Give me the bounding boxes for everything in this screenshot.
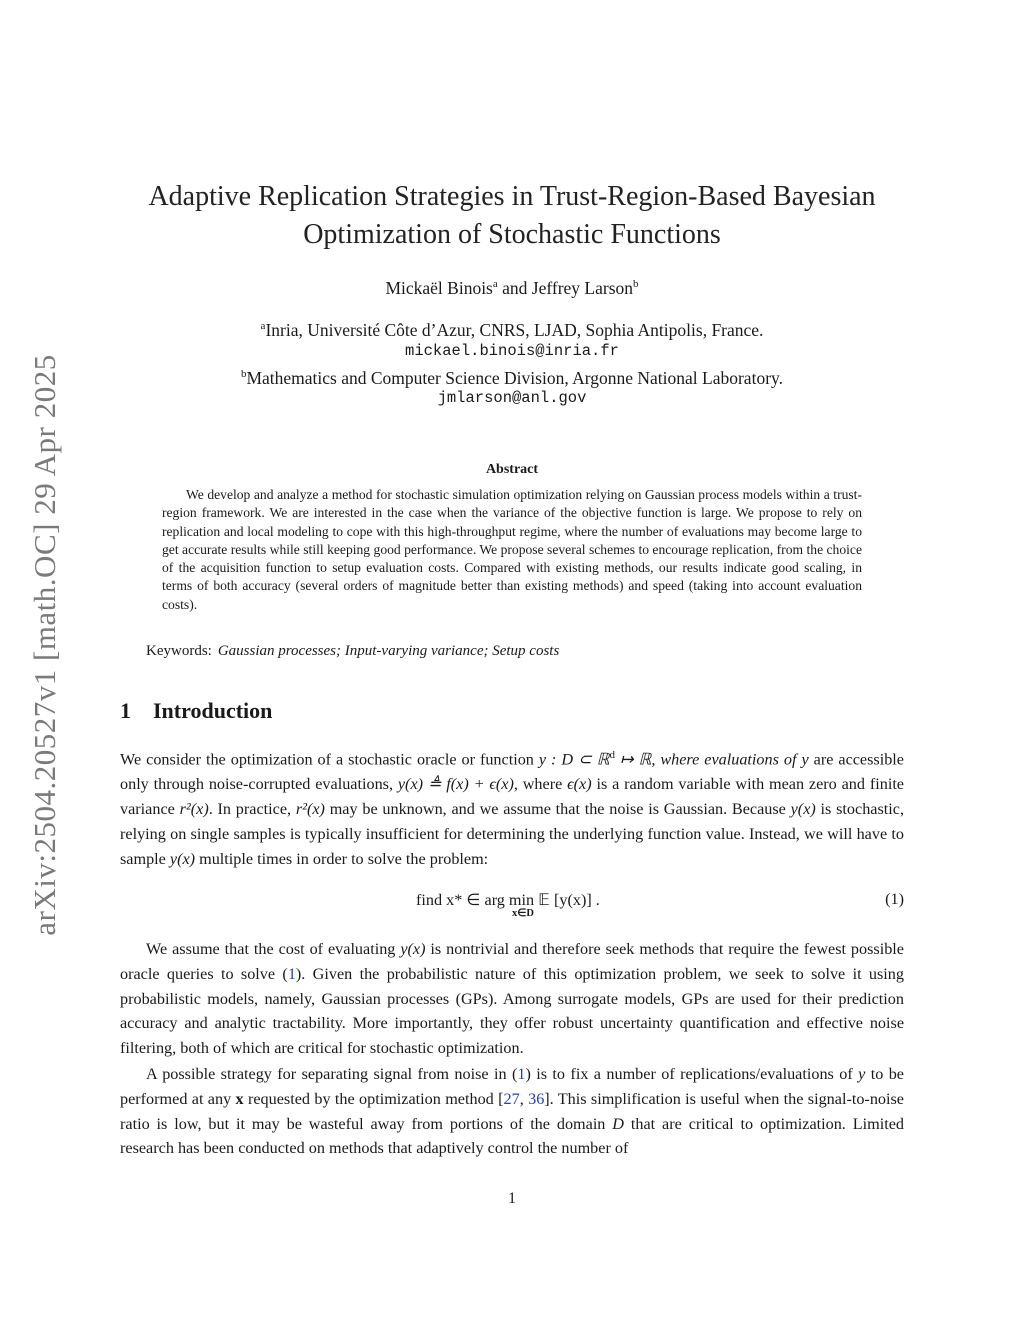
text-run: . In practice, (208, 799, 296, 818)
affiliation-b-text: Mathematics and Computer Science Division, Argonne National Laboratory. (246, 367, 784, 388)
keywords-value: Gaussian processes; Input-varying variance; Setup costs (217, 643, 560, 659)
arxiv-stamp-text: arXiv:2504.20527v1 [math.OC] 29 Apr 2025 (27, 354, 62, 936)
affiliation-b (120, 362, 904, 390)
equation-1 (120, 888, 904, 920)
text-run: , (519, 1089, 529, 1108)
math: ϵ(x) (567, 775, 592, 794)
math: y (858, 1065, 866, 1083)
page-number: 1 (508, 1190, 516, 1207)
author-1-mark: a (492, 278, 498, 290)
equation-ref-link[interactable]: 1 (517, 1065, 526, 1083)
equation-subscript: x∈D (512, 908, 534, 919)
text-run: may be unknown, and we assume that the noise is Gaussian. Because (324, 799, 791, 818)
math: r²(x) (179, 799, 209, 818)
affiliation-a-mark: a (260, 320, 266, 332)
text-run: requested by the optimization method [ (243, 1089, 504, 1108)
intro-paragraph-2 (120, 937, 904, 1061)
email-a[interactable]: mickael.binois@inria.fr (405, 342, 619, 360)
text-run: is nontrivial and therefore seek methods that require the fewest possible oracle queries to solve ( (120, 940, 904, 983)
text-run: that are critical to optimization. Limited research has been conducted on methods that adaptively control the number of (120, 1114, 904, 1158)
text-run: to be performed at any (120, 1065, 904, 1108)
math: y(x) (790, 799, 816, 818)
author-line (120, 272, 904, 300)
paper-title (120, 178, 904, 254)
keywords (146, 643, 559, 660)
affiliation-a-text: Inria, Université Côte d’Azur, CNRS, LJAD, Sophia Antipolis, France. (265, 319, 764, 340)
intro-paragraph-1 (120, 743, 904, 871)
text-run: , where (513, 775, 568, 794)
section-title: Introduction (153, 698, 273, 723)
text-run: is stochastic, relying on single samples is typically insufficient for determining the underlying function value. Instead, we will have to sample (120, 799, 904, 868)
text-run: multiple times in order to solve the problem: (195, 849, 489, 868)
citation-link[interactable]: 36 (528, 1089, 545, 1108)
math: D (612, 1114, 624, 1133)
equation-number: (1) (885, 890, 904, 908)
arxiv-stamp (22, 330, 68, 960)
math: y(x) ≜ f(x) + ϵ(x) (397, 775, 514, 794)
math: r²(x) (295, 799, 325, 818)
math: ↦ ℝ, where evaluations of (614, 750, 802, 769)
affiliation-a (120, 314, 904, 342)
text-run: are accessible only through noise-corrupted evaluations, (120, 750, 904, 794)
author-2-mark: b (633, 278, 639, 290)
math-sup: d (609, 749, 615, 761)
author-2: Jeffrey Larson (531, 277, 634, 298)
email-b[interactable]: jmlarson@anl.gov (437, 389, 587, 407)
math: y(x) (400, 940, 426, 958)
text-run: is a random variable with mean zero and finite variance (120, 775, 904, 818)
equation-ref-link[interactable]: 1 (287, 964, 296, 983)
math: y (801, 750, 809, 769)
keywords-label: Keywords: (146, 643, 212, 659)
math: y : D ⊂ ℝ (538, 750, 610, 769)
section-number: 1 (120, 698, 131, 723)
abstract-heading: Abstract (485, 462, 539, 477)
text-run: A possible strategy for separating signal from noise in ( (146, 1065, 518, 1083)
title-line-1: Adaptive Replication Strategies in Trust-Region-Based Bayesian (148, 181, 876, 212)
author-1: Mickaël Binois (385, 277, 493, 298)
text-run: ]. This simplification is useful when the signal-to-noise ratio is low, but it may be wasteful away from portions of the domain (120, 1089, 904, 1133)
abstract-text: We develop and analyze a method for stochastic simulation optimization relying on Gaussian process models within a trust-region framework. We are interested in the case when the variance of the objective function is large. We propose to rely on replication and local modeling to cope with this high-throughput regime, where the number of evaluations may become large to get accurate results while still keeping good performance. We propose several schemes to encourage replication, from the choice of the acquisition function to setup evaluation costs. Compared with existing methods, our results indicate good scaling, in terms of both accuracy (several orders of magnitude better than existing methods) and speed (taking into account evaluation costs). (162, 487, 862, 612)
math: y(x) (169, 849, 196, 868)
section-heading (120, 698, 272, 724)
intro-paragraph-3 (120, 1062, 904, 1161)
text-run: ) is to fix a number of replications/evaluations of (525, 1065, 859, 1083)
text-run: ). Given the probabilistic nature of this optimization problem, we seek to solve it using probabilistic models, namely, Gaussian processes (GPs). Among surrogate models, GPs are used for their prediction accuracy and analytic tractability. More importantly, they offer robust uncertainty quantification and effective noise filtering, both of which are critical for stochastic optimization. (120, 964, 904, 1058)
text-run: We consider the optimization of a stochastic oracle or function (120, 750, 539, 769)
citation-link[interactable]: 27 (503, 1089, 520, 1108)
math: x (235, 1089, 244, 1108)
affiliation-b-mark: b (240, 368, 247, 380)
title-line-2: Optimization of Stochastic Functions (303, 219, 721, 250)
text-run: We assume that the cost of evaluating (146, 940, 401, 958)
author-connector: and (497, 277, 532, 298)
equation-body: find x* ∈ arg min 𝔼 [y(x)] . (416, 891, 600, 909)
